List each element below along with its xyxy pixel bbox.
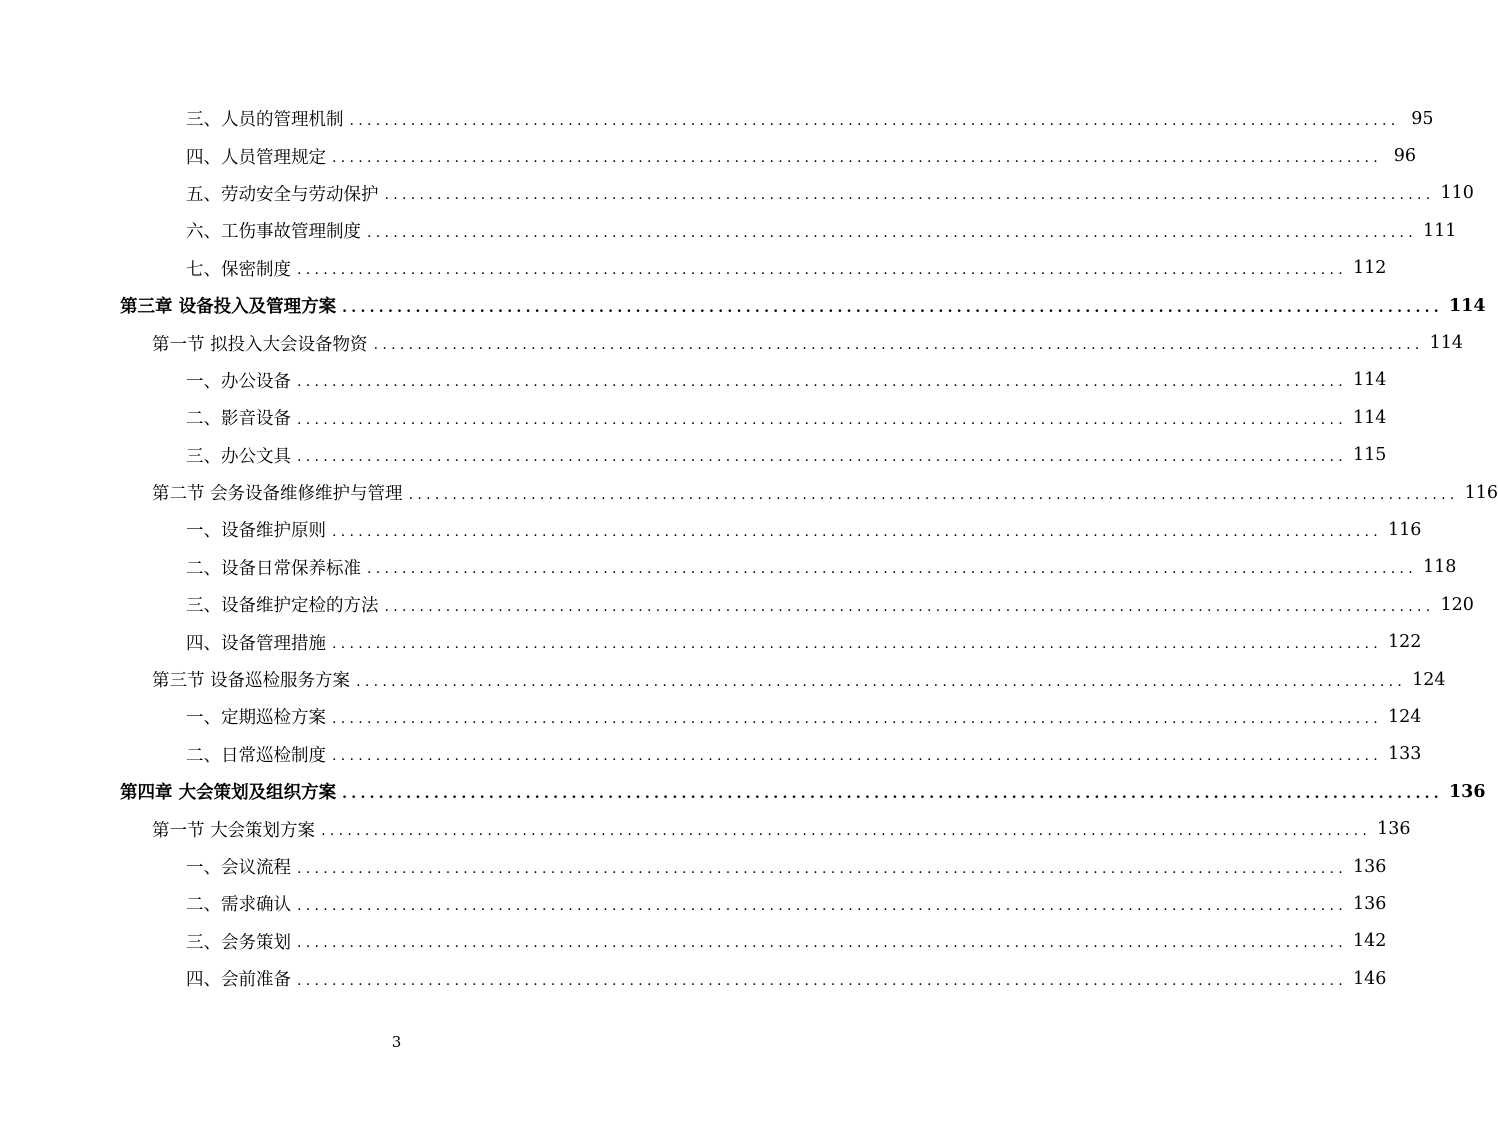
toc-dot-leader: ........................................................................................................................ [297, 374, 1348, 391]
toc-dot-leader: ........................................................................................................................ [297, 972, 1348, 989]
toc-entry-title: 第四章 大会策划及组织方案 [120, 783, 337, 804]
toc-entry-page: 115 [1353, 445, 1387, 466]
toc-entry-title: 一、定期巡检方案 [186, 708, 326, 729]
toc-entry-title: 一、办公设备 [186, 371, 291, 392]
toc-entry-title: 七、保密制度 [186, 259, 291, 280]
toc-section-entry[interactable] [0, 661, 1446, 698]
toc-dot-leader: ........................................................................................................................ [408, 486, 1459, 503]
toc-dot-leader: ........................................................................................................................ [297, 262, 1348, 279]
toc-dot-leader: ........................................................................................................................ [297, 935, 1348, 952]
toc-entry[interactable] [0, 698, 1422, 735]
toc-entry-title: 一、设备维护原则 [186, 521, 326, 542]
toc-dot-leader: ........................................................................................................................ [297, 411, 1348, 428]
toc-dot-leader: ........................................................................................................................ [384, 598, 1435, 615]
toc-entry-page: 124 [1388, 706, 1422, 727]
toc-entry-title: 四、会前准备 [186, 970, 291, 991]
toc-entry[interactable] [0, 362, 1387, 399]
toc-entry-title: 四、设备管理措施 [186, 633, 326, 654]
toc-dot-leader: ........................................................................................................................ [373, 337, 1424, 354]
toc-dot-leader: ........................................................................................................................ [332, 710, 1383, 727]
toc-entry[interactable] [0, 399, 1387, 436]
toc-dot-leader: ........................................................................................................................ [297, 860, 1348, 877]
toc-dot-leader: ........................................................................................................................ [342, 785, 1443, 802]
toc-entry-title: 第二节 会务设备维修维护与管理 [152, 484, 403, 505]
toc-entry-page: 96 [1393, 146, 1417, 167]
toc-entry[interactable] [0, 923, 1387, 960]
toc-entry-title: 二、需求确认 [186, 895, 291, 916]
toc-entry-page: 116 [1388, 519, 1422, 540]
toc-entry-page: 136 [1448, 781, 1486, 802]
toc-chapter-entry[interactable] [0, 773, 1486, 810]
toc-dot-leader: ........................................................................................................................ [367, 224, 1418, 241]
toc-dot-leader: ........................................................................................................................ [332, 748, 1383, 765]
toc-entry[interactable] [0, 586, 1474, 623]
toc-entry[interactable] [0, 736, 1422, 773]
toc-entry-title: 二、设备日常保养标准 [186, 558, 361, 579]
toc-section-entry[interactable] [0, 474, 1498, 511]
toc-entry-title: 第三章 设备投入及管理方案 [120, 297, 337, 318]
toc-entry-page: 136 [1353, 893, 1387, 914]
toc-entry-title: 二、日常巡检制度 [186, 745, 326, 766]
toc-entry-title: 二、影音设备 [186, 409, 291, 430]
toc-entry-page: 114 [1429, 333, 1463, 354]
toc-dot-leader: ........................................................................................................................ [367, 561, 1418, 578]
toc-entry-title: 三、人员的管理机制 [186, 110, 344, 131]
toc-entry-page: 124 [1412, 669, 1446, 690]
toc-entry[interactable] [0, 212, 1457, 249]
table-of-contents [0, 100, 1498, 997]
toc-entry[interactable] [0, 437, 1387, 474]
toc-entry-page: 146 [1353, 968, 1387, 989]
toc-entry-page: 112 [1353, 258, 1387, 279]
toc-entry-page: 142 [1353, 931, 1387, 952]
toc-dot-leader: ........................................................................................................................ [332, 636, 1383, 653]
toc-entry-title: 五、劳动安全与劳动保护 [186, 184, 379, 205]
toc-dot-leader: ........................................................................................................................ [332, 523, 1383, 540]
toc-entry-page: 136 [1353, 856, 1387, 877]
toc-entry-page: 114 [1353, 370, 1387, 391]
toc-entry-title: 四、人员管理规定 [186, 147, 326, 168]
toc-entry-page: 122 [1388, 632, 1422, 653]
toc-entry[interactable] [0, 250, 1387, 287]
toc-entry[interactable] [0, 100, 1434, 137]
toc-entry-page: 111 [1423, 220, 1457, 241]
toc-chapter-entry[interactable] [0, 287, 1486, 324]
toc-dot-leader: ........................................................................................................................ [384, 187, 1435, 204]
toc-entry-title: 三、会务策划 [186, 932, 291, 953]
toc-section-entry[interactable] [0, 810, 1411, 847]
toc-dot-leader: ........................................................................................................................ [297, 897, 1348, 914]
toc-dot-leader: ........................................................................................................................ [349, 112, 1400, 129]
toc-entry-page: 133 [1388, 744, 1422, 765]
toc-entry-title: 一、会议流程 [186, 858, 291, 878]
toc-entry-title: 第三节 设备巡检服务方案 [152, 671, 351, 692]
toc-entry-page: 114 [1353, 407, 1387, 428]
toc-entry[interactable] [0, 549, 1457, 586]
page-number: 3 [391, 1033, 402, 1051]
toc-dot-leader: ........................................................................................................................ [356, 673, 1407, 690]
toc-entry-title: 第一节 拟投入大会设备物资 [152, 334, 368, 355]
toc-entry-page: 116 [1464, 482, 1498, 503]
toc-entry-page: 136 [1377, 819, 1411, 840]
toc-entry[interactable] [0, 960, 1387, 997]
toc-entry-title: 三、办公文具 [186, 446, 291, 467]
toc-entry[interactable] [0, 623, 1422, 660]
toc-entry[interactable] [0, 511, 1422, 548]
toc-section-entry[interactable] [0, 324, 1463, 361]
toc-entry-page: 114 [1448, 295, 1486, 316]
toc-entry-title: 第一节 大会策划方案 [152, 820, 316, 841]
toc-entry-page: 120 [1440, 594, 1474, 615]
toc-entry-page: 118 [1423, 557, 1457, 578]
toc-entry[interactable] [0, 848, 1387, 885]
toc-entry-page: 95 [1411, 108, 1434, 129]
toc-entry-page: 110 [1440, 183, 1474, 204]
toc-entry[interactable] [0, 175, 1474, 212]
toc-dot-leader: ........................................................................................................................ [321, 823, 1372, 840]
toc-entry-title: 三、设备维护定检的方法 [186, 596, 379, 617]
toc-dot-leader: ........................................................................................................................ [332, 150, 1383, 167]
toc-entry-title: 六、工伤事故管理制度 [186, 222, 361, 243]
toc-dot-leader: ........................................................................................................................ [342, 299, 1443, 316]
toc-entry[interactable] [0, 137, 1417, 174]
toc-dot-leader: ........................................................................................................................ [297, 449, 1348, 466]
toc-entry[interactable] [0, 885, 1387, 922]
